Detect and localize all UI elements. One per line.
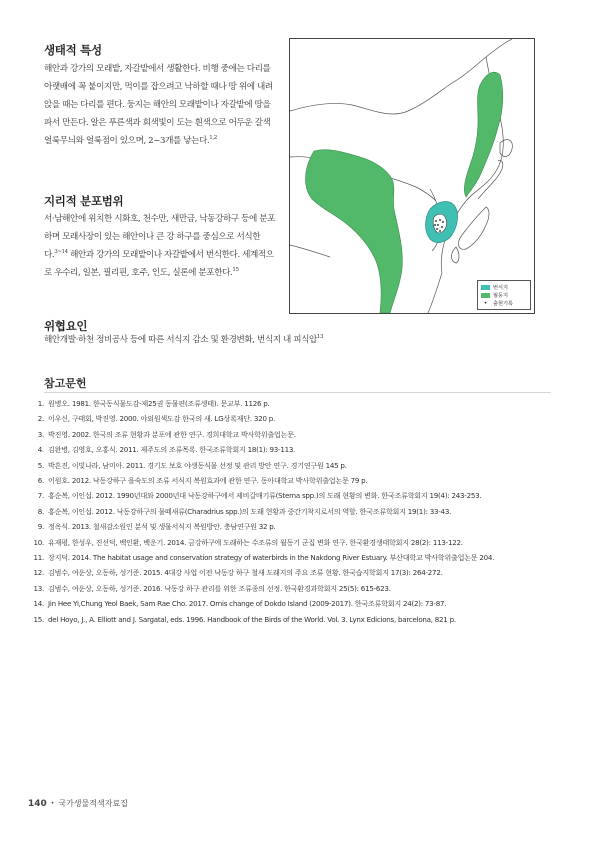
- reference-number: 11.: [33, 553, 44, 563]
- reference-text: 정옥식. 2013. 철새감소원인 분석 및 생물서식지 복원방안. 충남연구원 32 p.: [48, 522, 276, 532]
- reference-number: 8.: [37, 506, 44, 516]
- reference-item: [29, 565, 559, 580]
- distribution-citation-1: 3~14: [54, 249, 68, 256]
- reference-number: 13.: [33, 583, 44, 593]
- reference-number: 7.: [37, 491, 44, 501]
- references-list: [29, 396, 559, 627]
- ecology-citation: 1,2: [209, 135, 217, 142]
- legend-wintering: 월동지: [481, 291, 527, 299]
- reference-number: 9.: [37, 522, 44, 532]
- reference-item: [29, 550, 559, 565]
- reference-number: 14.: [33, 599, 44, 609]
- reference-item: [29, 442, 559, 457]
- reference-number: 4.: [37, 445, 44, 455]
- reference-number: 15.: [33, 614, 44, 624]
- reference-number: 10.: [33, 537, 44, 547]
- reference-text: 원병오. 1981. 한국동식물도감-제25권 동물편(조류생태). 문교부. 1126 p.: [48, 399, 270, 408]
- reference-item: [29, 596, 559, 611]
- reference-item: [29, 411, 559, 426]
- reference-item: [29, 581, 559, 596]
- distribution-map: [289, 38, 535, 314]
- threat-citation: 13: [316, 334, 324, 341]
- reference-text: 장지덕. 2014. The habitat usage and conservation strategy of waterbirds in the Nakdong River Estuary. 부산대학교 박사학위출업논문 204.: [48, 553, 495, 563]
- reference-text: 박진영. 2002. 한국의 조류 현황과 분포에 관한 연구. 경희대학교 박사학위출업논문.: [48, 429, 296, 439]
- footer-separator: •: [50, 800, 55, 807]
- reference-item: [29, 612, 559, 627]
- threat-text: 해안개발·하천 정비공사 등에 따른 서식지 감소 및 환경변화, 번식지 내 피식압$^{13}$: [44, 334, 324, 345]
- book-title: 국가생물적색자료집: [58, 799, 128, 808]
- reference-item: [29, 427, 559, 442]
- reference-item: [29, 396, 559, 411]
- legend-breeding: 번식지: [481, 283, 527, 291]
- reference-number: 2.: [37, 414, 44, 424]
- reference-item: [29, 458, 559, 473]
- reference-text: del Hoyo, J., A. Elliott and J. Sargatal, eds. 1996. Handbook of the Birds of the World. Vol. 3. Lynx Edicions, barcelona, 821 p.: [48, 614, 456, 624]
- reference-text: 유재평, 한성우, 진선덕, 백인환, 백운기. 2014. 금강하구에 도래하는 수조류의 월동기 군집 변화 연구. 한국환경생태학회지 28(2): 113-122.: [48, 537, 463, 547]
- legend-occurrence: • 출현기록: [481, 299, 527, 307]
- reference-item: [29, 535, 559, 550]
- legend-occurrence-dot-icon: •: [483, 299, 488, 307]
- threat-heading: 위협요인: [44, 319, 88, 333]
- map-legend: [477, 280, 531, 310]
- reference-text: 이원호. 2012. 낙동강하구 을숙도의 조류 서식지 복원효과에 관한 연구. 동아대학교 박사학위출업논문 79 p.: [48, 476, 368, 486]
- reference-number: 1.: [37, 399, 44, 408]
- page-footer: [28, 798, 128, 809]
- reference-number: 6.: [37, 476, 44, 486]
- reference-number: 3.: [37, 429, 44, 439]
- reference-text: 홍순복, 이인섭. 2012. 1990년대와 2000년대 낙동강하구에서 제비갈매기류(Sterna spp.)의 도래 현황의 변화. 한국조류학회지 19(4): 243-253.: [48, 491, 482, 501]
- distribution-heading: 지리적 분포범위: [44, 194, 124, 208]
- page-number: 140: [28, 799, 47, 809]
- references-divider: [44, 392, 551, 393]
- wintering-area-china: [306, 150, 403, 313]
- wintering-area-northeast: [464, 72, 502, 197]
- legend-breeding-swatch: [481, 285, 490, 290]
- reference-text: 이우신, 구태회, 박진영. 2000. 야외원색도감 한국의 새. LG상록재단. 320 p.: [48, 414, 275, 424]
- reference-text: 홍순복, 이인섭. 2012. 낙동강하구의 물떼새류(Charadrius spp.)의 도래 현황과 중간기착지로서의 역할. 한국조류학회지 19(1): 33-43.: [48, 506, 452, 516]
- reference-item: [29, 519, 559, 534]
- reference-number: 5.: [37, 460, 44, 470]
- reference-item: [29, 488, 559, 503]
- references-heading: 참고문헌: [44, 377, 87, 390]
- reference-item: [29, 473, 559, 488]
- distribution-citation-2: 15: [232, 267, 239, 274]
- reference-item: [29, 504, 559, 519]
- reference-number: 12.: [33, 568, 44, 578]
- distribution-text: 서·남해안에 위치한 시화호, 천수만, 새만금, 낙동강하구 등에 분포하며 모래사장이 있는 해안이나 큰 강 하구를 중심으로 서식한다.$^{3\sim 14}$ 해안과 강가의 모래밭이나 자갈밭에서 번식한다. 세계적으로 우수리, 일본, 필리핀, 호주, 인도, 실론에 분포한다.$^{15}$: [44, 214, 276, 278]
- reference-text: 김범수, 여운상, 오동하, 성기준. 2015. 4대강 사업 이전 낙동강 하구 철새 도래지의 주요 조류 현황. 한국습지학회지 17(3): 264-272.: [48, 568, 443, 578]
- ecology-heading: 생태적 특성: [44, 43, 102, 57]
- ecology-text: 해안과 강가의 모래밭, 자갈밭에서 생활한다. 비행 중에는 다리를 아랫배에 꼭 붙이지만, 먹이를 잡으려고 낙하할 때나 땅 위에 내려앉을 때는 다리를 편다. 둥지는 해안의 모래밭이나 자갈밭에 땅을 파서 만든다. 알은 푸른색과 회색빛이 도는 흰색으로 어두운 갈색 얼룩무늬와 얼룩점이 있으며, 2~3개를 낳는다.$^{1,2}$: [44, 64, 273, 146]
- legend-wintering-swatch: [481, 293, 490, 298]
- reference-text: 김완병, 김영호, 오홍식. 2011. 제주도의 조류목록. 한국조류학회지 18(1): 93-113.: [48, 445, 296, 455]
- reference-text: Jin Hee Yi,Chung Yeol Baek, Sam Rae Cho. 2017. Ornis change of Dokdo Island (2009-2017). 한국조류학회지 24(2): 73-87.: [48, 599, 447, 609]
- reference-text: 박흔진, 이빛나라, 남미아. 2011. 경기도 보호 야생동식물 선정 및 관리 방안 연구. 경기연구원 145 p.: [48, 460, 347, 470]
- reference-text: 김범수, 여운상, 오동하, 성기준. 2016. 낙동강 하구 관리를 위한 조류종의 선정. 한국환경과학회지 25(5): 615-623.: [48, 583, 391, 593]
- map-graphic: [290, 39, 534, 313]
